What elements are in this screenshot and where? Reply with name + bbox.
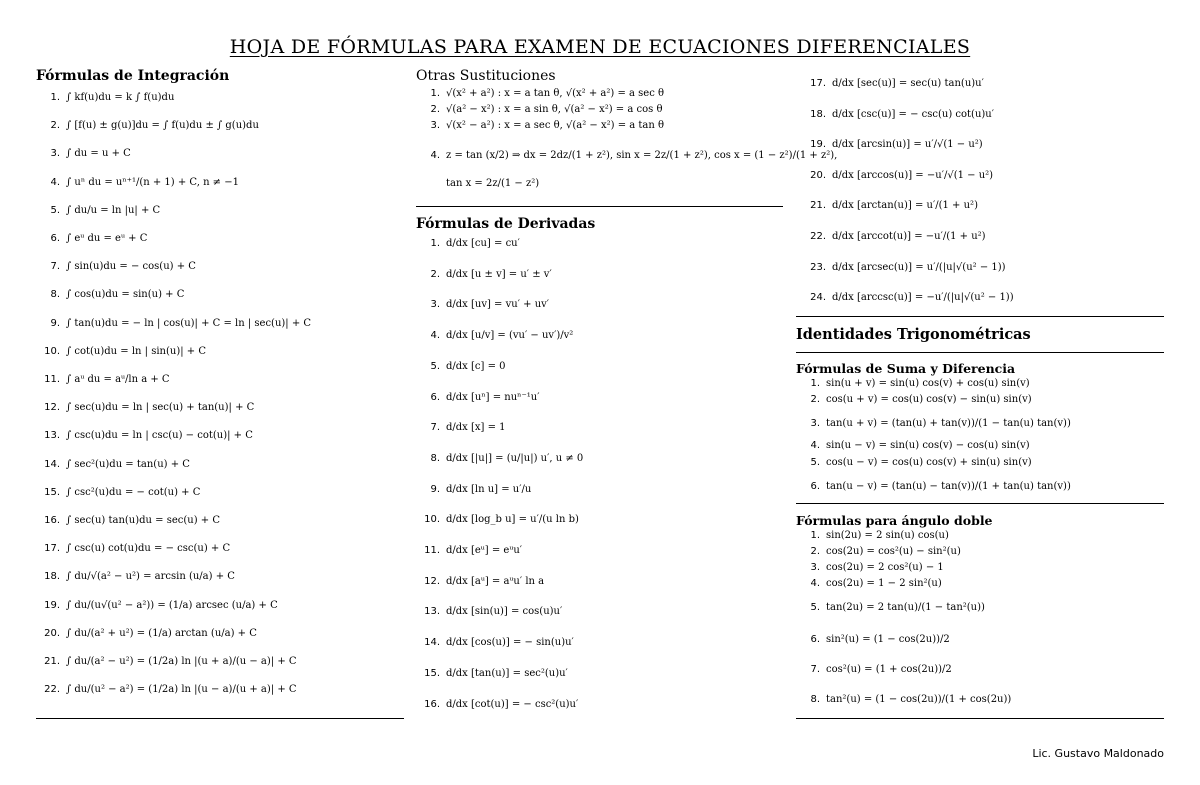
formula-expression: ∫ cos(u)du = sin(u) + C xyxy=(66,289,185,301)
formula-expression: tan²(u) = (1 − cos(2u))/(1 + cos(2u)) xyxy=(826,694,1012,705)
formula-expression: d/dx [log_b u] = u′/(u ln b) xyxy=(446,514,579,526)
formula-number: 15. xyxy=(424,667,440,679)
integration-formula xyxy=(36,459,190,470)
formula-number: 18. xyxy=(44,571,60,583)
formula-number: 4. xyxy=(50,176,60,188)
formula-number: 3. xyxy=(430,120,440,131)
derivative-formula xyxy=(796,262,1006,273)
derivative-formula xyxy=(416,238,520,249)
formula-number: 19. xyxy=(44,599,60,611)
integration-formula xyxy=(36,515,220,526)
formula-number: 6. xyxy=(810,481,820,492)
formula-number: 20. xyxy=(44,627,60,639)
formula-number: 5. xyxy=(50,204,60,216)
integration-formula xyxy=(36,487,200,498)
formula-number: 4. xyxy=(810,578,820,589)
formula-expression: d/dx [c] = 0 xyxy=(446,360,506,372)
formula-expression: sin(2u) = 2 sin(u) cos(u) xyxy=(826,530,949,541)
formula-expression: d/dx [uv] = vu′ + uv′ xyxy=(446,299,550,311)
formula-expression: cos(u + v) = cos(u) cos(v) − sin(u) sin(v) xyxy=(826,394,1032,405)
divider xyxy=(796,503,1164,504)
formula-expression: ∫ aᵘ du = aᵘ/ln a + C xyxy=(66,374,170,385)
formula-expression: d/dx [|u|] = (u/|u|) u′, u ≠ 0 xyxy=(446,452,584,464)
formula-expression: d/dx [sin(u)] = cos(u)u′ xyxy=(446,606,563,618)
formula-expression: sin²(u) = (1 − cos(2u))/2 xyxy=(826,634,950,645)
integration-formula xyxy=(36,374,170,385)
integration-formula xyxy=(36,205,160,216)
formula-number: 1. xyxy=(810,530,820,541)
double-angle-formula xyxy=(796,562,944,573)
formula-expression: ∫ uⁿ du = uⁿ⁺¹/(n + 1) + C, n ≠ −1 xyxy=(66,176,239,188)
derivative-formula xyxy=(796,231,986,242)
formula-number: 17. xyxy=(810,78,826,89)
sum-diff-formula xyxy=(796,394,1032,405)
substitution-formula xyxy=(424,178,539,189)
integration-formula xyxy=(36,289,184,300)
formula-number: 1. xyxy=(430,238,440,249)
formula-expression: ∫ du/(a² + u²) = (1/a) arctan (u/a) + C xyxy=(66,627,257,639)
derivative-formula xyxy=(416,514,579,525)
formula-number: 6. xyxy=(50,233,60,244)
formula-expression: ∫ [f(u) ± g(u)]du = ∫ f(u)du ± ∫ g(u)du xyxy=(66,120,259,132)
formula-expression: √(x² + a²) : x = a tan θ, √(x² + a²) = a sec θ xyxy=(446,88,665,99)
sum-diff-formula xyxy=(796,440,1030,451)
formula-expression: tan(u − v) = (tan(u) − tan(v))/(1 + tan(u) tan(v)) xyxy=(826,481,1071,492)
formula-expression: ∫ csc(u) cot(u)du = − csc(u) + C xyxy=(66,543,231,555)
formula-expression: ∫ du/u = ln |u| + C xyxy=(66,204,161,216)
page-title: HOJA DE FÓRMULAS PARA EXAMEN DE ECUACIONES DIFERENCIALES xyxy=(229,36,971,58)
formula-expression: d/dx [aᵘ] = aᵘu′ ln a xyxy=(446,575,545,587)
formula-number: 8. xyxy=(50,289,60,301)
integration-formula xyxy=(36,628,257,639)
formula-expression: ∫ sec(u) tan(u)du = sec(u) + C xyxy=(66,515,220,526)
formula-expression: ∫ du = u + C xyxy=(66,148,131,160)
formula-number: 17. xyxy=(44,543,60,555)
formula-expression: d/dx [u ± v] = u′ ± v′ xyxy=(446,268,552,280)
divider xyxy=(796,316,1164,317)
formula-number: 2. xyxy=(810,546,820,557)
divider xyxy=(796,718,1164,719)
formula-expression: ∫ kf(u)du = k ∫ f(u)du xyxy=(66,92,175,103)
derivative-formula xyxy=(416,299,549,310)
formula-number: 18. xyxy=(810,108,826,120)
integration-formula xyxy=(36,120,259,131)
formula-expression: d/dx [arctan(u)] = u′/(1 + u²) xyxy=(832,200,978,212)
sum-diff-formula xyxy=(796,418,1071,429)
sum-diff-formula xyxy=(796,378,1030,389)
formula-number: 1. xyxy=(430,88,440,99)
derivative-formula xyxy=(796,170,993,181)
formula-expression: d/dx [tan(u)] = sec²(u)u′ xyxy=(446,667,568,679)
derivative-formula xyxy=(416,637,574,648)
formula-expression: d/dx [arcsin(u)] = u′/√(1 − u²) xyxy=(832,139,983,151)
double-angle-formula xyxy=(796,634,950,645)
integration-formula xyxy=(36,261,196,272)
sum-diff-heading: Fórmulas de Suma y Diferencia xyxy=(796,361,1016,376)
formula-expression: d/dx [arccos(u)] = −u′/√(1 − u²) xyxy=(832,169,994,181)
trig-heading: Identidades Trigonométricas xyxy=(796,326,1031,343)
derivative-formula xyxy=(416,699,578,710)
formula-expression: √(x² − a²) : x = a sec θ, √(a² − x²) = a tan θ xyxy=(446,120,665,131)
formula-number: 22. xyxy=(44,684,60,696)
derivative-formula xyxy=(796,78,984,89)
substitution-formula xyxy=(416,150,837,161)
formula-expression: d/dx [arcsec(u)] = u′/(|u|√(u² − 1)) xyxy=(832,261,1006,273)
formula-expression: ∫ sec²(u)du = tan(u) + C xyxy=(66,458,190,470)
formula-number: 21. xyxy=(44,656,60,667)
sum-diff-formula xyxy=(796,457,1032,468)
formula-expression: d/dx [csc(u)] = − csc(u) cot(u)u′ xyxy=(832,108,995,120)
derivative-formula xyxy=(416,422,506,433)
derivative-formula xyxy=(796,200,978,211)
formula-expression: tan(u + v) = (tan(u) + tan(v))/(1 − tan(u) tan(v)) xyxy=(826,418,1071,429)
formula-number: 8. xyxy=(430,452,440,464)
formula-expression: ∫ tan(u)du = − ln | cos(u)| + C = ln | sec(u)| + C xyxy=(66,317,312,329)
derivative-formula xyxy=(416,392,540,403)
formula-number: 16. xyxy=(424,698,440,710)
formula-expression: sin(u − v) = sin(u) cos(v) − cos(u) sin(v) xyxy=(826,440,1030,451)
formula-number: 6. xyxy=(810,634,820,645)
substitution-formula xyxy=(416,88,664,99)
substitution-formula xyxy=(416,104,662,115)
integration-formula xyxy=(36,233,147,244)
formula-expression: d/dx [arccsc(u)] = −u′/(|u|√(u² − 1)) xyxy=(832,292,1014,304)
formula-number: 2. xyxy=(430,104,440,115)
formula-number: 24. xyxy=(810,292,826,304)
formula-expression: ∫ sin(u)du = − cos(u) + C xyxy=(66,261,196,273)
substitutions-heading-wrap xyxy=(416,68,556,84)
double-angle-heading: Fórmulas para ángulo doble xyxy=(796,513,993,528)
derivative-formula xyxy=(416,545,522,556)
formula-expression: ∫ csc(u)du = ln | csc(u) − cot(u)| + C xyxy=(66,430,253,442)
trig-heading-wrap xyxy=(796,326,1031,343)
formula-expression: cos(2u) = cos²(u) − sin²(u) xyxy=(826,546,961,557)
derivative-formula xyxy=(796,292,1014,303)
formula-expression: √(a² − x²) : x = a sin θ, √(a² − x²) = a cos θ xyxy=(446,104,663,115)
formula-number: 15. xyxy=(44,486,60,498)
integration-formula xyxy=(36,571,235,582)
integration-formula xyxy=(36,543,230,554)
integration-formula xyxy=(36,318,311,329)
derivative-formula xyxy=(416,668,568,679)
formula-number: 12. xyxy=(424,575,440,587)
formula-expression: d/dx [ln u] = u′/u xyxy=(446,483,532,495)
divider xyxy=(416,206,783,207)
formula-number: 5. xyxy=(810,457,820,468)
formula-number: 3. xyxy=(810,562,820,573)
formula-number: 9. xyxy=(50,317,60,329)
formula-expression: ∫ eᵘ du = eᵘ + C xyxy=(66,233,148,244)
formula-expression: tan(2u) = 2 tan(u)/(1 − tan²(u)) xyxy=(826,602,985,613)
formula-expression: cos²(u) = (1 + cos(2u))/2 xyxy=(826,664,952,675)
formula-number: 13. xyxy=(44,430,60,442)
formula-expression: d/dx [cos(u)] = − sin(u)u′ xyxy=(446,637,574,649)
integration-formula xyxy=(36,92,174,103)
formula-expression: cos(u − v) = cos(u) cos(v) + sin(u) sin(v) xyxy=(826,457,1032,468)
formula-number: 4. xyxy=(430,150,440,161)
formula-number: 7. xyxy=(50,261,60,273)
substitutions-heading: Otras Sustituciones xyxy=(416,68,556,84)
integration-formula xyxy=(36,346,206,357)
formula-number: 19. xyxy=(810,139,826,151)
integration-formula xyxy=(36,177,239,188)
formula-expression: d/dx [cu] = cu′ xyxy=(446,238,520,249)
integration-heading-wrap xyxy=(36,68,229,84)
divider xyxy=(796,352,1164,353)
formula-number: 14. xyxy=(44,458,60,470)
formula-number: 20. xyxy=(810,169,826,181)
formula-number: 5. xyxy=(810,602,820,613)
derivative-formula xyxy=(416,269,552,280)
derivatives-heading-wrap xyxy=(416,216,595,232)
sum-diff-formula xyxy=(796,481,1071,492)
formula-number: 22. xyxy=(810,231,826,242)
formula-number: 10. xyxy=(44,345,60,357)
formula-expression: d/dx [u/v] = (vu′ − uv′)/v² xyxy=(446,330,574,342)
formula-expression: ∫ du/(u√(u² − a²)) = (1/a) arcsec (u/a) + C xyxy=(66,599,278,611)
derivatives-heading: Fórmulas de Derivadas xyxy=(416,216,596,232)
formula-expression: z = tan (x/2) ⇒ dx = 2dz/(1 + z²), sin x = 2z/(1 + z²), cos x = (1 − z²)/(1 + z²), xyxy=(446,150,838,161)
formula-expression: cos(2u) = 1 − 2 sin²(u) xyxy=(826,578,942,589)
derivative-formula xyxy=(416,576,544,587)
formula-number: 3. xyxy=(810,418,820,429)
integration-formula xyxy=(36,656,297,667)
formula-expression: d/dx [uⁿ] = nuⁿ⁻¹u′ xyxy=(446,391,540,403)
integration-heading: Fórmulas de Integración xyxy=(36,68,230,84)
formula-number: 23. xyxy=(810,261,826,273)
derivative-formula xyxy=(416,606,562,617)
formula-number: 9. xyxy=(430,483,440,495)
author-signature: Lic. Gustavo Maldonado xyxy=(1032,747,1164,760)
double-angle-formula xyxy=(796,664,952,675)
formula-number: 4. xyxy=(810,440,820,451)
formula-expression: ∫ du/(a² − u²) = (1/2a) ln |(u + a)/(u − a)| + C xyxy=(66,656,297,667)
derivative-formula xyxy=(416,361,506,372)
formula-number: 11. xyxy=(44,374,60,385)
double-angle-formula xyxy=(796,694,1011,705)
formula-expression: cos(2u) = 2 cos²(u) − 1 xyxy=(826,562,944,573)
sum-heading-wrap xyxy=(796,361,1015,376)
formula-number: 7. xyxy=(430,422,440,434)
formula-number: 10. xyxy=(424,514,440,526)
formula-expression: ∫ csc²(u)du = − cot(u) + C xyxy=(66,486,201,498)
formula-expression: sin(u + v) = sin(u) cos(v) + cos(u) sin(v) xyxy=(826,378,1030,389)
derivative-formula xyxy=(416,453,583,464)
formula-expression: d/dx [x] = 1 xyxy=(446,422,506,434)
formula-number: 16. xyxy=(44,515,60,526)
formula-expression: ∫ sec(u)du = ln | sec(u) + tan(u)| + C xyxy=(66,402,255,414)
formula-expression: ∫ du/(u² − a²) = (1/2a) ln |(u − a)/(u + a)| + C xyxy=(66,684,297,696)
double-angle-formula xyxy=(796,578,942,589)
formula-number: 12. xyxy=(44,402,60,414)
formula-number: 4. xyxy=(430,330,440,342)
double-angle-formula xyxy=(796,602,985,613)
formula-expression: ∫ du/√(a² − u²) = arcsin (u/a) + C xyxy=(66,571,235,583)
formula-number: 6. xyxy=(430,391,440,403)
formula-number: 3. xyxy=(430,299,440,311)
double-heading-wrap xyxy=(796,513,993,528)
formula-expression: tan x = 2z/(1 − z²) xyxy=(446,178,540,189)
formula-number: 1. xyxy=(810,378,820,389)
integration-formula xyxy=(36,402,254,413)
formula-number: 3. xyxy=(50,148,60,160)
formula-expression: d/dx [sec(u)] = sec(u) tan(u)u′ xyxy=(832,78,984,89)
derivative-formula xyxy=(416,484,531,495)
derivative-formula xyxy=(416,330,573,341)
formula-number: 1. xyxy=(50,92,60,103)
formula-number: 13. xyxy=(424,606,440,618)
integration-formula xyxy=(36,430,253,441)
formula-expression: ∫ cot(u)du = ln | sin(u)| + C xyxy=(66,345,206,357)
formula-number: 2. xyxy=(810,394,820,405)
formula-expression: d/dx [cot(u)] = − csc²(u)u′ xyxy=(446,698,579,710)
double-angle-formula xyxy=(796,530,949,541)
derivative-formula xyxy=(796,109,994,120)
integration-formula xyxy=(36,684,297,695)
formula-number: 14. xyxy=(424,637,440,649)
double-angle-formula xyxy=(796,546,961,557)
substitution-formula xyxy=(416,120,664,131)
formula-expression: d/dx [eᵘ] = eᵘu′ xyxy=(446,545,523,556)
formula-number: 8. xyxy=(810,694,820,705)
formula-number: 5. xyxy=(430,360,440,372)
formula-number: 21. xyxy=(810,200,826,212)
formula-number: 11. xyxy=(424,545,440,556)
integration-formula xyxy=(36,148,131,159)
formula-expression: d/dx [arccot(u)] = −u′/(1 + u²) xyxy=(832,231,986,242)
formula-number: 2. xyxy=(430,268,440,280)
formula-number: 2. xyxy=(50,120,60,132)
formula-number: 7. xyxy=(810,664,820,675)
derivative-formula xyxy=(796,139,983,150)
divider xyxy=(36,718,404,719)
integration-formula xyxy=(36,600,278,611)
